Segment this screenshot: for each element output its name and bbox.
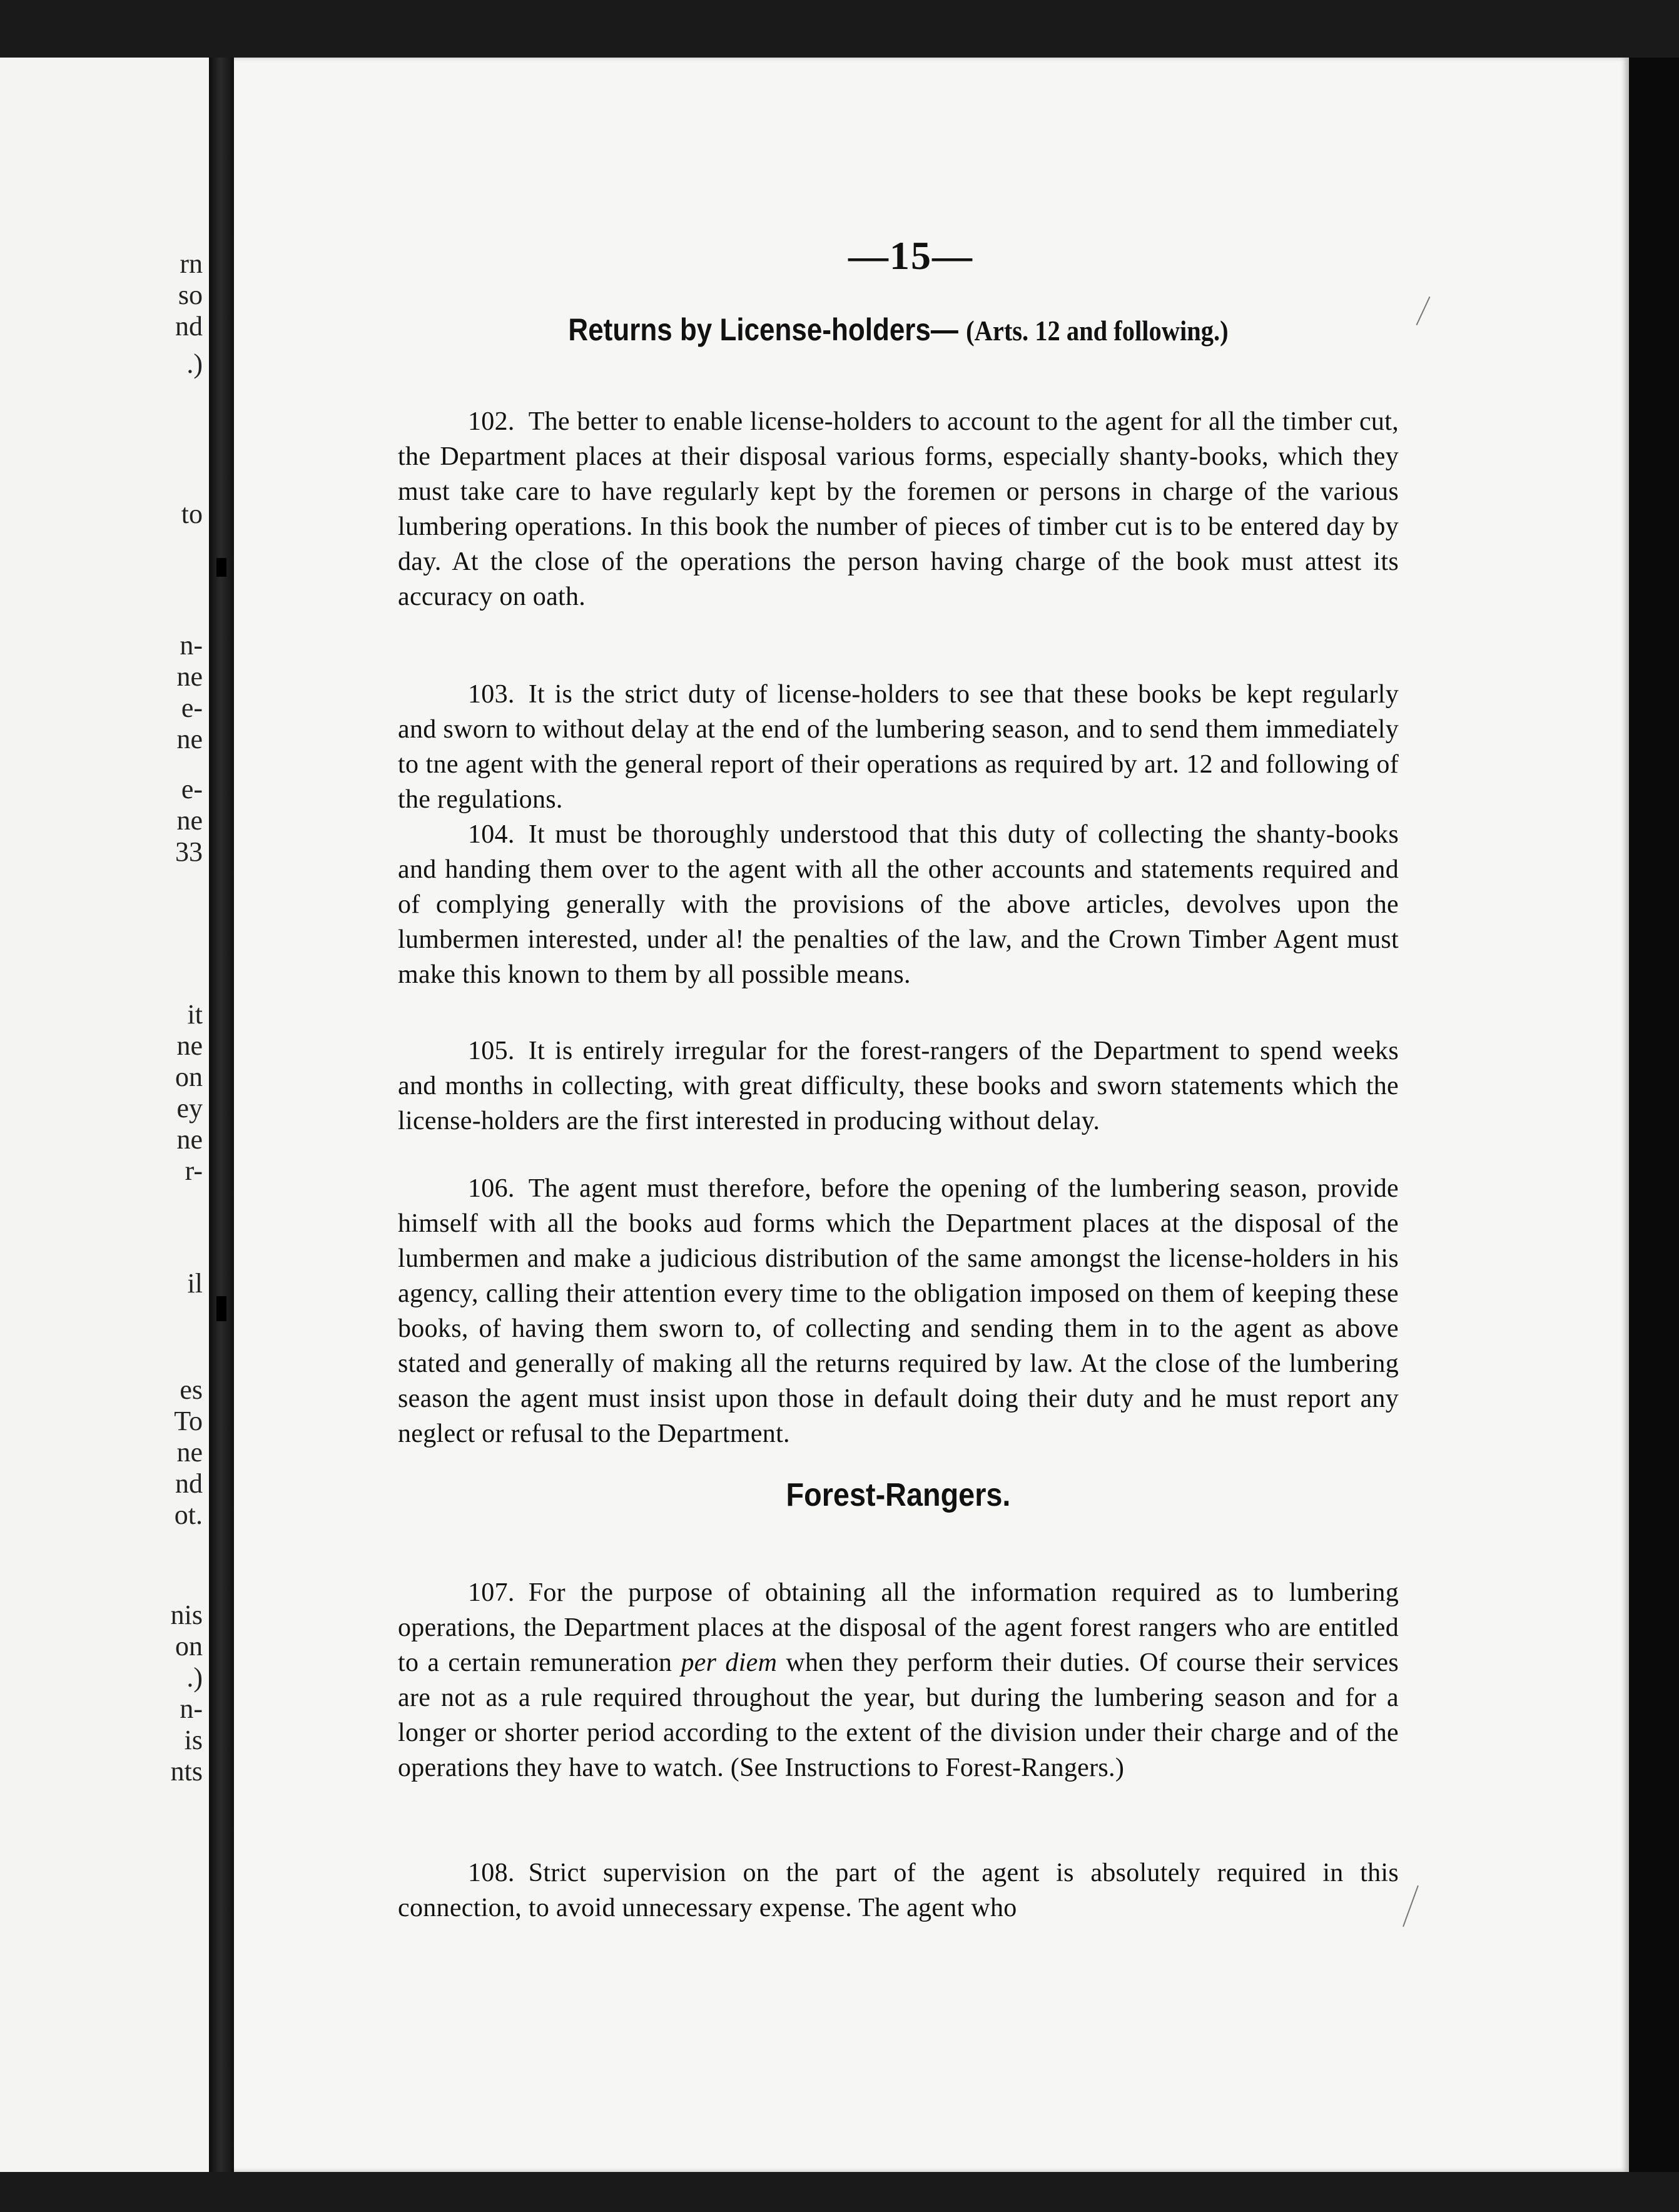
left-page-text-fragment: ne	[176, 724, 203, 754]
left-page-text-fragment: n-	[180, 1693, 203, 1724]
binding-mark	[216, 558, 226, 577]
left-page-text-fragment: n-	[180, 630, 203, 661]
section-heading-subtitle: (Arts. 12 and following.)	[966, 315, 1229, 347]
left-page-text-fragment: e-	[181, 774, 203, 804]
paragraph-text: It must be thoroughly understood that this duty of collecting the shanty-books and handing them over to the agent with all the other accounts and statements required and of complying generally with the provisions of the above articles, devolves upon the lumbermen interested, under al! the penalties of the law, and the Crown Timber Agent must make this known to them by all possible means.	[398, 820, 1399, 989]
left-page-text-fragment: to	[181, 499, 203, 529]
paragraph-text: The agent must therefore, before the opening of the lumbering season, provide himself with all the books aud forms which the Department places at the disposal of the lumbermen and make a judicious distribution of the same amongst the license-holders in his agency, calling their attention every time to the obligation imposed on them of keeping these books, of having them sworn to, of collecting and sending them in to the agent as above stated and generally of making all the returns required by law. At the close of the lumbering season the agent must insist upon those in default doing their duty and he must report any neglect or refusal to the Department.	[398, 1174, 1399, 1448]
paragraph-103	[398, 677, 1399, 817]
section-heading-returns	[458, 312, 1339, 348]
document-page	[234, 58, 1629, 2172]
left-page-text-fragment: ne	[176, 661, 203, 692]
left-page-text-fragment: .)	[186, 348, 203, 379]
left-page-text-fragment: e-	[181, 693, 203, 723]
left-page-text-fragment: nd	[175, 1468, 203, 1499]
paragraph-text: The better to enable license-holders to account to the agent for all the timber cut, the Department places at their disposal various forms, especially shanty-books, which they must take care to have regularly kept by the foremen or persons in charge of the various lumbering operations. In this book the number of pieces of timber cut is to be entered day by day. At the close of the operations the person having charge of the book must attest its accuracy on oath.	[398, 407, 1399, 611]
binding-mark	[216, 1296, 226, 1321]
left-page-text-fragment: ne	[176, 1124, 203, 1155]
left-facing-page	[0, 58, 209, 2172]
left-page-text-fragment: it	[187, 999, 203, 1030]
left-page-text-fragment: To	[174, 1406, 203, 1436]
left-page-text-fragment: il	[187, 1268, 203, 1299]
paragraph-number: 107.	[468, 1578, 515, 1607]
paragraph-104	[398, 817, 1399, 992]
paragraph-number: 108.	[468, 1859, 515, 1887]
paragraph-105	[398, 1033, 1399, 1139]
left-page-text-fragment: 33	[175, 836, 203, 867]
left-page-text-fragment: r-	[185, 1155, 203, 1186]
paragraph-number: 102.	[468, 407, 515, 436]
paragraph-number: 103.	[468, 680, 515, 709]
paragraph-text: Strict supervision on the part of the agent is absolutely required in this connection, to avoid unnecessary expense. The agent who	[398, 1859, 1399, 1922]
italic-phrase: per diem	[681, 1648, 778, 1677]
paragraph-text: It is the strict duty of license-holders to see that these books be kept regularly and sworn to without delay at the end of the lumbering season, and to send them immediately to tne agent with the general report of their operations as required by art. 12 and following of the regulations.	[398, 680, 1399, 814]
left-page-text-fragment: nd	[175, 311, 203, 342]
left-page-text-fragment: so	[178, 280, 203, 310]
paragraph-number: 105.	[468, 1037, 515, 1065]
paper-scratch	[1403, 1885, 1419, 1927]
left-page-text-fragment: ne	[176, 805, 203, 836]
left-page-text-fragment: on	[175, 1631, 203, 1662]
page-number: —15—	[848, 233, 973, 278]
left-page-text-fragment: nis	[170, 1600, 203, 1630]
left-page-text-fragment: ne	[176, 1437, 203, 1468]
binding-gutter	[209, 58, 234, 2172]
paragraph-text: It is entirely irregular for the forest-rangers of the Department to spend weeks and months in collecting, with great difficulty, these books and sworn statements which the license-holders are the first interested in producing without delay.	[398, 1037, 1399, 1135]
section-heading-forest-rangers: Forest-Rangers.	[786, 1477, 1011, 1513]
paragraph-106	[398, 1171, 1399, 1451]
left-page-text-fragment: on	[175, 1062, 203, 1092]
scan-border-right	[1629, 58, 1679, 2172]
paragraph-number: 106.	[468, 1174, 515, 1203]
left-page-text-fragment: ey	[176, 1093, 203, 1124]
left-page-text-fragment: nts	[170, 1756, 203, 1787]
paragraph-102	[398, 404, 1399, 614]
section-heading-title: Returns by License-holders—	[568, 312, 958, 347]
paragraph-number: 104.	[468, 820, 515, 849]
left-page-text-fragment: ne	[176, 1030, 203, 1061]
left-page-text-fragment: is	[184, 1725, 203, 1755]
left-page-text-fragment: .)	[186, 1662, 203, 1693]
paper-scratch	[1416, 297, 1431, 325]
left-page-text-fragment: rn	[180, 248, 203, 279]
paragraph-text: For the purpose of obtaining all the information required as to lumbering operations, the Department places at the disposal of the agent forest rangers who are entitled to a certain remuneration	[398, 1578, 1399, 1677]
left-page-text-fragment: ot.	[174, 1499, 203, 1530]
left-page-text-fragment: es	[180, 1374, 203, 1405]
paragraph-107	[398, 1575, 1399, 1785]
paragraph-text: when they perform their duties. Of course their services are not as a rule required throughout the year, but during the lumbering season and for a longer or shorter period according to the extent of the division under their charge and of the operations they have to watch. (See Instructions to Forest-Rangers.)	[398, 1648, 1399, 1782]
paragraph-108	[398, 1855, 1399, 1925]
